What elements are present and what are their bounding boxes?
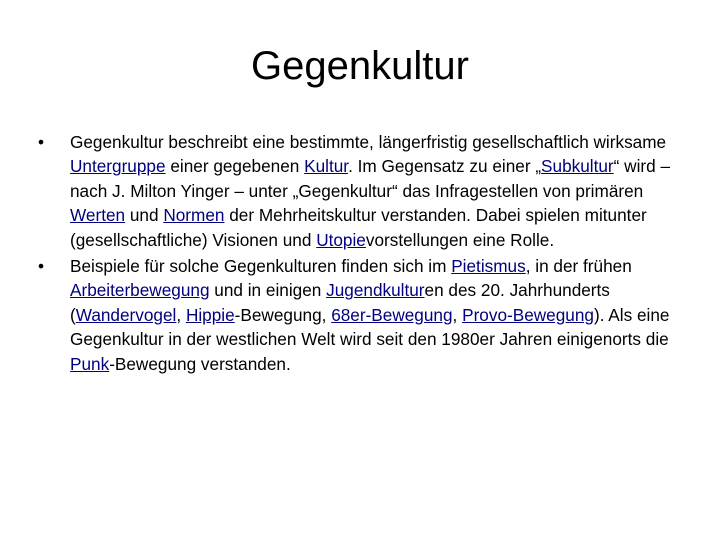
text-segment: -Bewegung, bbox=[234, 304, 332, 325]
hyperlink[interactable]: Provo-Bewegung bbox=[462, 304, 594, 325]
hyperlink[interactable]: Kultur bbox=[304, 156, 349, 177]
bullet-text bbox=[70, 256, 669, 374]
slide-title: Gegenkultur bbox=[251, 44, 469, 88]
hyperlink[interactable]: Hippie bbox=[185, 304, 235, 325]
text-segment: , in der frühen bbox=[525, 256, 632, 277]
hyperlink[interactable]: Arbeiterbewegung bbox=[70, 280, 210, 301]
bullet-icon: • bbox=[37, 132, 45, 152]
bullet-list bbox=[30, 130, 690, 378]
bullet-item bbox=[30, 254, 690, 376]
text-segment: -Bewegung verstanden. bbox=[109, 353, 291, 374]
hyperlink[interactable]: 68er-Bewegung bbox=[331, 304, 453, 325]
hyperlink[interactable]: Normen bbox=[163, 205, 225, 226]
hyperlink[interactable]: Untergruppe bbox=[70, 156, 166, 177]
hyperlink[interactable]: Pietismus bbox=[451, 256, 526, 277]
text-segment: Gegenkultur beschreibt eine bestimmte, längerfristig gesellschaftlich wirksame bbox=[70, 132, 667, 152]
text-segment: , bbox=[452, 304, 463, 325]
text-segment: und bbox=[125, 205, 164, 226]
hyperlink[interactable]: Wandervogel bbox=[75, 304, 177, 325]
text-segment: , bbox=[176, 304, 186, 325]
text-segment: . Im Gegensatz zu einer „ bbox=[348, 156, 542, 177]
text-segment: und in einigen bbox=[209, 280, 327, 301]
bullet-item bbox=[30, 130, 690, 252]
text-segment: ). Als eine Gegenkultur in der westlichen Welt wird seit den 1980er Jahren einigenorts die bbox=[70, 304, 670, 350]
hyperlink[interactable]: Werten bbox=[70, 205, 126, 226]
text-segment: “ wird – nach J. Milton Yinger – unter „Gegenkultur“ das Infragestellen von primären bbox=[70, 156, 671, 201]
text-segment: der Mehrheitskultur verstanden. Dabei spielen mitunter (gesellschaftliche) Visionen und bbox=[70, 205, 647, 250]
text-segment: einer gegebenen bbox=[165, 156, 305, 177]
text-segment: vorstellungen eine Rolle. bbox=[365, 229, 555, 250]
bullet-icon: • bbox=[37, 256, 45, 277]
hyperlink[interactable]: Subkultur bbox=[541, 156, 614, 177]
text-segment: Beispiele für solche Gegenkulturen finden sich im bbox=[70, 256, 452, 277]
hyperlink[interactable]: Utopie bbox=[316, 229, 366, 250]
text-segment: en des 20. Jahrhunderts ( bbox=[70, 280, 610, 325]
bullet-text bbox=[70, 132, 670, 250]
hyperlink[interactable]: Punk bbox=[70, 353, 110, 374]
hyperlink[interactable]: Jugendkultur bbox=[326, 280, 425, 301]
